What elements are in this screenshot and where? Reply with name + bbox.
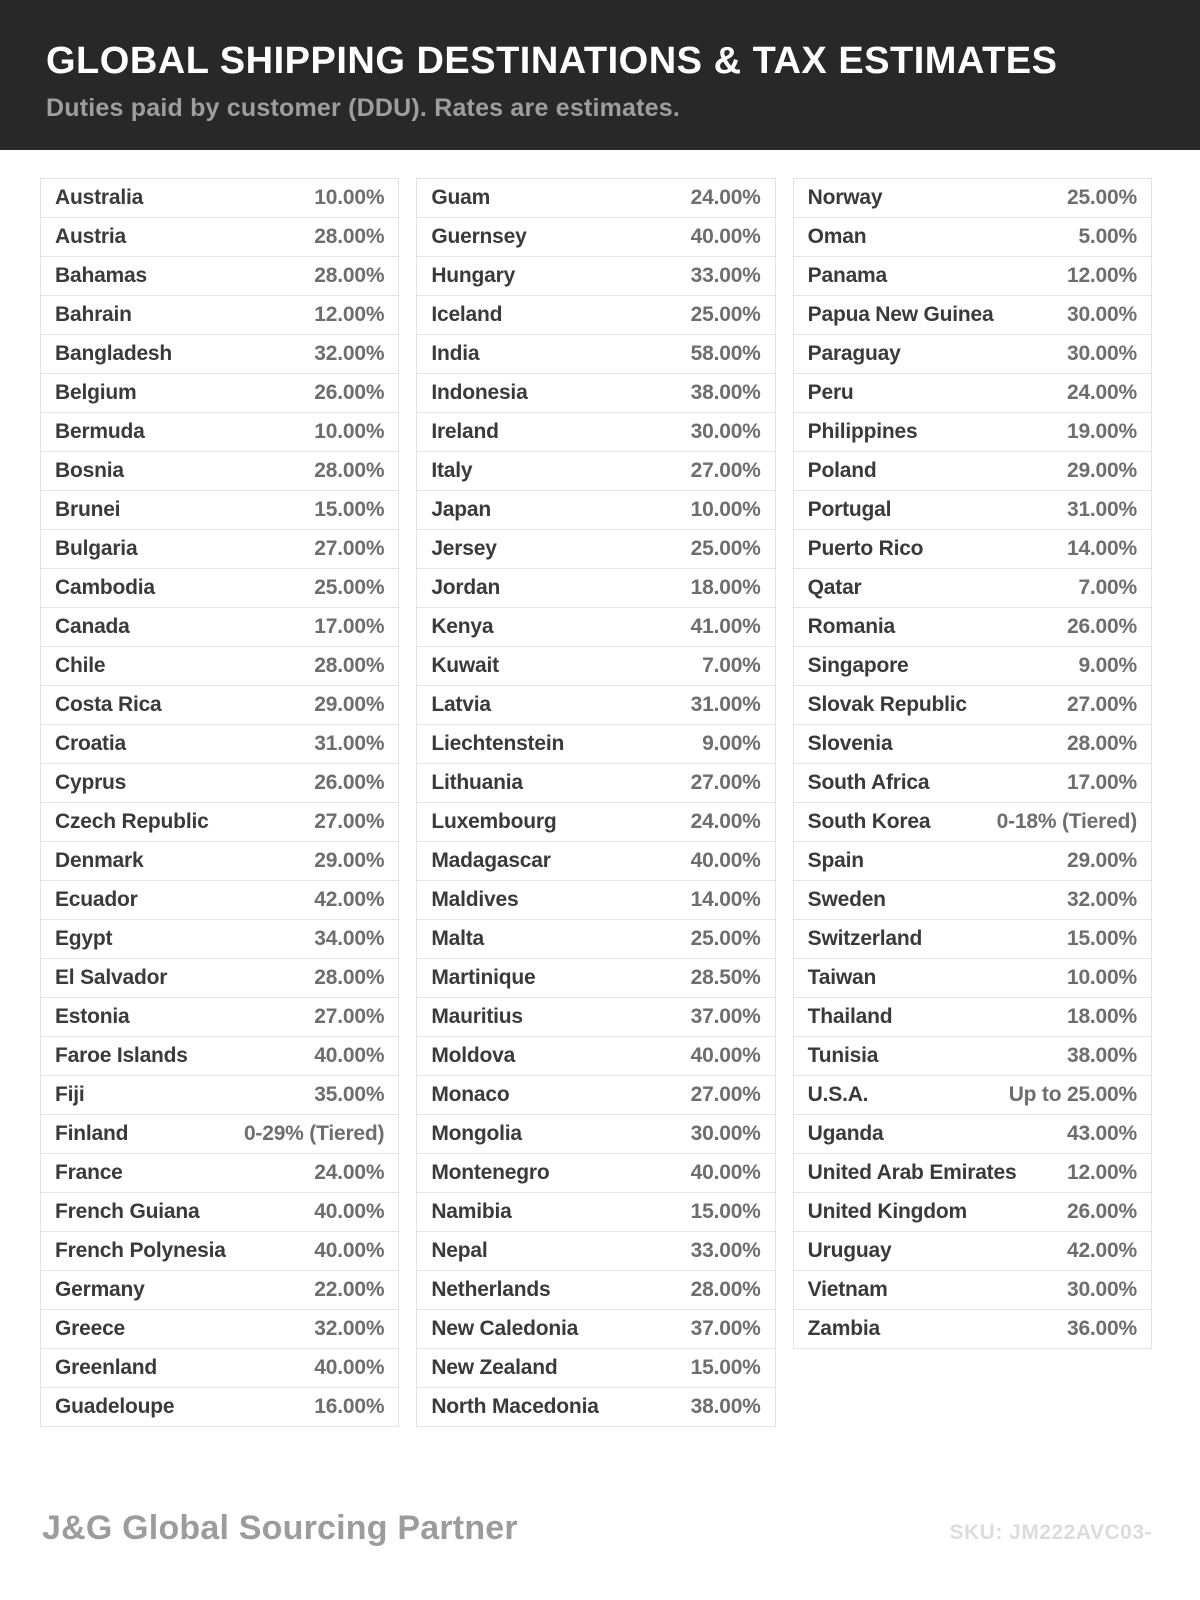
tax-rate: 34.00% — [314, 927, 385, 950]
tax-rate: 31.00% — [1066, 498, 1137, 521]
country-name: Monaco — [431, 1083, 510, 1106]
tax-rate: 10.00% — [314, 186, 385, 209]
tax-rate: 28.00% — [314, 459, 385, 482]
table-row — [40, 1348, 399, 1388]
table-row — [416, 1348, 775, 1388]
table-row — [40, 1036, 399, 1076]
tax-rate: 24.00% — [690, 186, 761, 209]
table-row — [40, 1114, 399, 1154]
country-name: India — [431, 342, 480, 365]
tax-rate: Up to 25.00% — [1008, 1083, 1137, 1106]
tax-rate: 28.00% — [314, 654, 385, 677]
table-row — [40, 490, 399, 530]
table-row — [793, 217, 1152, 257]
country-name: New Caledonia — [431, 1317, 579, 1340]
table-row — [793, 724, 1152, 764]
country-name: Canada — [55, 615, 130, 638]
table-row — [416, 373, 775, 413]
table-row — [40, 919, 399, 959]
country-name: New Zealand — [431, 1356, 558, 1379]
country-name: Hungary — [431, 264, 516, 287]
country-name: Denmark — [55, 849, 144, 872]
tax-rate: 18.00% — [690, 576, 761, 599]
country-name: Puerto Rico — [807, 537, 924, 560]
table-row — [416, 646, 775, 686]
table-row — [40, 1075, 399, 1115]
table-row — [40, 1192, 399, 1232]
country-name: Sweden — [807, 888, 886, 911]
country-name: Namibia — [431, 1200, 512, 1223]
table-row — [40, 568, 399, 608]
country-name: Martinique — [431, 966, 536, 989]
table-row — [416, 1270, 775, 1310]
country-name: Egypt — [55, 927, 113, 950]
country-name: Tunisia — [807, 1044, 879, 1067]
table-row — [40, 1231, 399, 1271]
table-row — [793, 763, 1152, 803]
table-row — [416, 841, 775, 881]
tax-rate: 18.00% — [1066, 1005, 1137, 1028]
country-name: Bulgaria — [55, 537, 138, 560]
table-row — [793, 373, 1152, 413]
table-row — [416, 295, 775, 335]
tax-rate: 15.00% — [690, 1356, 761, 1379]
tax-rate: 31.00% — [314, 732, 385, 755]
tax-rate: 15.00% — [314, 498, 385, 521]
tax-rate: 40.00% — [314, 1356, 385, 1379]
table-row — [793, 1114, 1152, 1154]
table-row — [793, 295, 1152, 335]
rates-column-2 — [416, 178, 775, 1427]
table-row — [793, 685, 1152, 725]
brand-text: J&G Global Sourcing Partner — [42, 1509, 518, 1547]
tax-rate: 27.00% — [690, 1083, 761, 1106]
tax-rate: 29.00% — [314, 693, 385, 716]
country-name: Nepal — [431, 1239, 488, 1262]
tax-rate: 10.00% — [1066, 966, 1137, 989]
country-name: Italy — [431, 459, 473, 482]
tax-rate: 36.00% — [1066, 1317, 1137, 1340]
country-name: Madagascar — [431, 849, 551, 872]
country-name: Cyprus — [55, 771, 127, 794]
country-name: Guadeloupe — [55, 1395, 175, 1418]
country-name: Thailand — [807, 1005, 893, 1028]
table-row — [40, 334, 399, 374]
tax-rate: 24.00% — [314, 1161, 385, 1184]
country-name: Switzerland — [807, 927, 923, 950]
tax-rate: 29.00% — [1066, 459, 1137, 482]
table-row — [793, 1036, 1152, 1076]
country-name: Moldova — [431, 1044, 516, 1067]
tax-rate: 33.00% — [690, 264, 761, 287]
country-name: Romania — [807, 615, 895, 638]
country-name: Finland — [55, 1122, 129, 1145]
tax-rate: 19.00% — [1066, 420, 1137, 443]
table-row — [793, 529, 1152, 569]
table-row — [416, 880, 775, 920]
header-banner — [0, 0, 1200, 150]
tax-rate: 58.00% — [690, 342, 761, 365]
table-row — [793, 178, 1152, 218]
sku-label: SKU: JM222AVC03- — [949, 1521, 1152, 1544]
table-row — [416, 763, 775, 803]
table-row — [40, 997, 399, 1037]
tax-rate: 42.00% — [1066, 1239, 1137, 1262]
tax-rate: 10.00% — [690, 498, 761, 521]
table-row — [416, 1153, 775, 1193]
country-name: France — [55, 1161, 123, 1184]
tax-rate: 40.00% — [690, 225, 761, 248]
tax-rate: 12.00% — [314, 303, 385, 326]
table-row — [416, 1309, 775, 1349]
tax-rate: 22.00% — [314, 1278, 385, 1301]
country-name: El Salvador — [55, 966, 168, 989]
tax-rate: 30.00% — [690, 1122, 761, 1145]
country-name: United Arab Emirates — [807, 1161, 1017, 1184]
tax-rate: 12.00% — [1066, 1161, 1137, 1184]
country-name: Taiwan — [807, 966, 877, 989]
table-row — [416, 919, 775, 959]
country-name: Bermuda — [55, 420, 145, 443]
tax-rate: 38.00% — [690, 1395, 761, 1418]
table-row — [40, 1270, 399, 1310]
country-name: Australia — [55, 186, 144, 209]
country-name: Philippines — [807, 420, 918, 443]
tax-rate: 40.00% — [314, 1239, 385, 1262]
table-row — [416, 1036, 775, 1076]
country-name: U.S.A. — [807, 1083, 869, 1106]
table-row — [40, 256, 399, 296]
country-name: French Polynesia — [55, 1239, 226, 1262]
tax-rate: 25.00% — [314, 576, 385, 599]
table-row — [793, 256, 1152, 296]
country-name: Iceland — [431, 303, 503, 326]
tax-rate: 28.00% — [314, 225, 385, 248]
country-name: Cambodia — [55, 576, 155, 599]
footer — [42, 1509, 1152, 1548]
country-name: Greece — [55, 1317, 126, 1340]
table-row — [40, 724, 399, 764]
tax-rate: 28.00% — [690, 1278, 761, 1301]
table-row — [793, 997, 1152, 1037]
table-row — [40, 646, 399, 686]
country-name: Paraguay — [807, 342, 901, 365]
country-name: Czech Republic — [55, 810, 209, 833]
table-row — [416, 568, 775, 608]
tax-rate: 10.00% — [314, 420, 385, 443]
table-row — [416, 724, 775, 764]
table-row — [793, 607, 1152, 647]
tax-rate: 14.00% — [1066, 537, 1137, 560]
tax-rate: 27.00% — [690, 771, 761, 794]
tax-rate: 42.00% — [314, 888, 385, 911]
country-name: Latvia — [431, 693, 491, 716]
tax-rate: 40.00% — [314, 1200, 385, 1223]
country-name: Peru — [807, 381, 854, 404]
tax-rate: 40.00% — [314, 1044, 385, 1067]
country-name: Chile — [55, 654, 106, 677]
tax-rate: 0-18% (Tiered) — [996, 810, 1137, 833]
tax-rate: 30.00% — [1066, 1278, 1137, 1301]
table-row — [793, 841, 1152, 881]
tax-rate: 9.00% — [1078, 654, 1137, 677]
table-row — [793, 958, 1152, 998]
table-row — [40, 958, 399, 998]
tax-rate: 26.00% — [1066, 1200, 1137, 1223]
tax-rate: 32.00% — [314, 342, 385, 365]
tax-rate: 32.00% — [1066, 888, 1137, 911]
rates-column-1 — [40, 178, 399, 1427]
country-name: Mongolia — [431, 1122, 522, 1145]
country-name: Norway — [807, 186, 883, 209]
tax-rate: 28.00% — [314, 264, 385, 287]
tax-rate: 27.00% — [314, 810, 385, 833]
table-row — [40, 802, 399, 842]
tax-rate: 37.00% — [690, 1317, 761, 1340]
tax-rate: 29.00% — [314, 849, 385, 872]
tax-rate: 7.00% — [702, 654, 761, 677]
table-row — [40, 529, 399, 569]
table-row — [793, 1192, 1152, 1232]
table-row — [40, 1153, 399, 1193]
country-name: Greenland — [55, 1356, 158, 1379]
country-name: Jersey — [431, 537, 497, 560]
tax-rate: 25.00% — [690, 927, 761, 950]
tax-rate: 17.00% — [314, 615, 385, 638]
tax-rate: 40.00% — [690, 1161, 761, 1184]
tax-rate: 28.00% — [314, 966, 385, 989]
page-subtitle: Duties paid by customer (DDU). Rates are estimates. — [46, 93, 681, 122]
tax-rate: 9.00% — [702, 732, 761, 755]
table-row — [416, 529, 775, 569]
tax-rate: 38.00% — [690, 381, 761, 404]
country-name: Montenegro — [431, 1161, 550, 1184]
tax-rate: 26.00% — [1066, 615, 1137, 638]
country-name: Malta — [431, 927, 485, 950]
country-name: Papua New Guinea — [807, 303, 994, 326]
table-row — [40, 763, 399, 803]
tax-rate: 41.00% — [690, 615, 761, 638]
country-name: Jordan — [431, 576, 501, 599]
tax-rate: 37.00% — [690, 1005, 761, 1028]
tax-rate: 27.00% — [314, 1005, 385, 1028]
table-row — [416, 1387, 775, 1427]
country-name: Poland — [807, 459, 877, 482]
table-row — [40, 841, 399, 881]
tax-rate: 32.00% — [314, 1317, 385, 1340]
table-row — [793, 334, 1152, 374]
country-name: Guernsey — [431, 225, 527, 248]
table-row — [793, 412, 1152, 452]
tax-rate: 25.00% — [1066, 186, 1137, 209]
tax-rate: 15.00% — [690, 1200, 761, 1223]
country-name: Maldives — [431, 888, 519, 911]
country-name: Lithuania — [431, 771, 523, 794]
table-row — [40, 607, 399, 647]
table-row — [40, 178, 399, 218]
table-row — [416, 1075, 775, 1115]
country-name: Kuwait — [431, 654, 499, 677]
table-row — [416, 178, 775, 218]
tax-rate: 14.00% — [690, 888, 761, 911]
country-name: Vietnam — [807, 1278, 888, 1301]
tax-rate: 30.00% — [1066, 342, 1137, 365]
table-row — [416, 607, 775, 647]
country-name: Uganda — [807, 1122, 884, 1145]
page-title: GLOBAL SHIPPING DESTINATIONS & TAX ESTIMATES — [46, 40, 1058, 82]
table-row — [40, 685, 399, 725]
tax-rate: 24.00% — [690, 810, 761, 833]
country-name: South Korea — [807, 810, 931, 833]
table-row — [793, 490, 1152, 530]
table-row — [793, 568, 1152, 608]
tax-rate: 30.00% — [1066, 303, 1137, 326]
country-name: Singapore — [807, 654, 909, 677]
table-row — [416, 412, 775, 452]
table-row — [416, 1114, 775, 1154]
rates-column-3 — [793, 178, 1152, 1349]
country-name: Bosnia — [55, 459, 124, 482]
table-row — [793, 919, 1152, 959]
table-row — [416, 1192, 775, 1232]
tax-rate: 28.50% — [690, 966, 761, 989]
table-row — [40, 1387, 399, 1427]
tax-rate: 30.00% — [690, 420, 761, 443]
country-name: Mauritius — [431, 1005, 523, 1028]
country-name: Croatia — [55, 732, 126, 755]
tax-rate: 17.00% — [1066, 771, 1137, 794]
country-name: United Kingdom — [807, 1200, 968, 1223]
table-row — [793, 880, 1152, 920]
table-row — [793, 802, 1152, 842]
table-row — [793, 646, 1152, 686]
country-name: Germany — [55, 1278, 145, 1301]
tax-rate: 31.00% — [690, 693, 761, 716]
tax-rate: 26.00% — [314, 771, 385, 794]
table-row — [416, 958, 775, 998]
table-row — [416, 256, 775, 296]
tax-rate: 12.00% — [1066, 264, 1137, 287]
country-name: Indonesia — [431, 381, 528, 404]
country-name: Slovenia — [807, 732, 893, 755]
country-name: Austria — [55, 225, 126, 248]
table-row — [416, 334, 775, 374]
country-name: Japan — [431, 498, 492, 521]
tax-rate: 35.00% — [314, 1083, 385, 1106]
country-name: North Macedonia — [431, 1395, 599, 1418]
table-row — [416, 1231, 775, 1271]
tax-rate: 26.00% — [314, 381, 385, 404]
tax-rate: 24.00% — [1066, 381, 1137, 404]
table-row — [793, 1231, 1152, 1271]
table-row — [793, 1309, 1152, 1349]
country-name: French Guiana — [55, 1200, 200, 1223]
country-name: Brunei — [55, 498, 121, 521]
table-row — [40, 295, 399, 335]
country-name: Panama — [807, 264, 888, 287]
table-row — [40, 412, 399, 452]
table-row — [416, 490, 775, 530]
tax-rate: 25.00% — [690, 303, 761, 326]
country-name: Ecuador — [55, 888, 138, 911]
country-name: Fiji — [55, 1083, 85, 1106]
tax-rate: 33.00% — [690, 1239, 761, 1262]
country-name: Bahamas — [55, 264, 147, 287]
country-name: Faroe Islands — [55, 1044, 188, 1067]
tax-rate: 16.00% — [314, 1395, 385, 1418]
table-row — [40, 1309, 399, 1349]
tax-rate: 27.00% — [314, 537, 385, 560]
tax-rate: 5.00% — [1078, 225, 1137, 248]
country-name: Portugal — [807, 498, 892, 521]
country-name: Slovak Republic — [807, 693, 967, 716]
country-name: Netherlands — [431, 1278, 551, 1301]
tax-rate: 27.00% — [690, 459, 761, 482]
country-name: Liechtenstein — [431, 732, 565, 755]
tax-rate: 38.00% — [1066, 1044, 1137, 1067]
tax-rate: 40.00% — [690, 849, 761, 872]
table-row — [40, 880, 399, 920]
country-name: South Africa — [807, 771, 930, 794]
country-name: Belgium — [55, 381, 137, 404]
table-row — [416, 217, 775, 257]
table-row — [793, 1153, 1152, 1193]
country-name: Qatar — [807, 576, 862, 599]
table-row — [40, 217, 399, 257]
country-name: Luxembourg — [431, 810, 557, 833]
tax-rate: 40.00% — [690, 1044, 761, 1067]
tax-rate: 25.00% — [690, 537, 761, 560]
table-row — [793, 451, 1152, 491]
country-name: Ireland — [431, 420, 499, 443]
table-row — [793, 1270, 1152, 1310]
tax-rate: 7.00% — [1078, 576, 1137, 599]
country-name: Uruguay — [807, 1239, 892, 1262]
table-row — [40, 451, 399, 491]
table-row — [416, 685, 775, 725]
country-name: Bangladesh — [55, 342, 173, 365]
tax-rate: 43.00% — [1066, 1122, 1137, 1145]
country-name: Estonia — [55, 1005, 130, 1028]
country-name: Bahrain — [55, 303, 132, 326]
country-name: Zambia — [807, 1317, 880, 1340]
tax-rate: 15.00% — [1066, 927, 1137, 950]
country-name: Guam — [431, 186, 491, 209]
table-row — [416, 802, 775, 842]
country-name: Oman — [807, 225, 867, 248]
table-row — [40, 373, 399, 413]
tax-rate: 28.00% — [1066, 732, 1137, 755]
country-name: Spain — [807, 849, 864, 872]
table-row — [416, 451, 775, 491]
country-name: Costa Rica — [55, 693, 162, 716]
tax-rate: 27.00% — [1066, 693, 1137, 716]
table-row — [416, 997, 775, 1037]
tax-rate: 0-29% (Tiered) — [243, 1122, 385, 1145]
tax-rate: 29.00% — [1066, 849, 1137, 872]
table-row — [793, 1075, 1152, 1115]
country-name: Kenya — [431, 615, 494, 638]
rates-table — [40, 178, 1152, 1427]
